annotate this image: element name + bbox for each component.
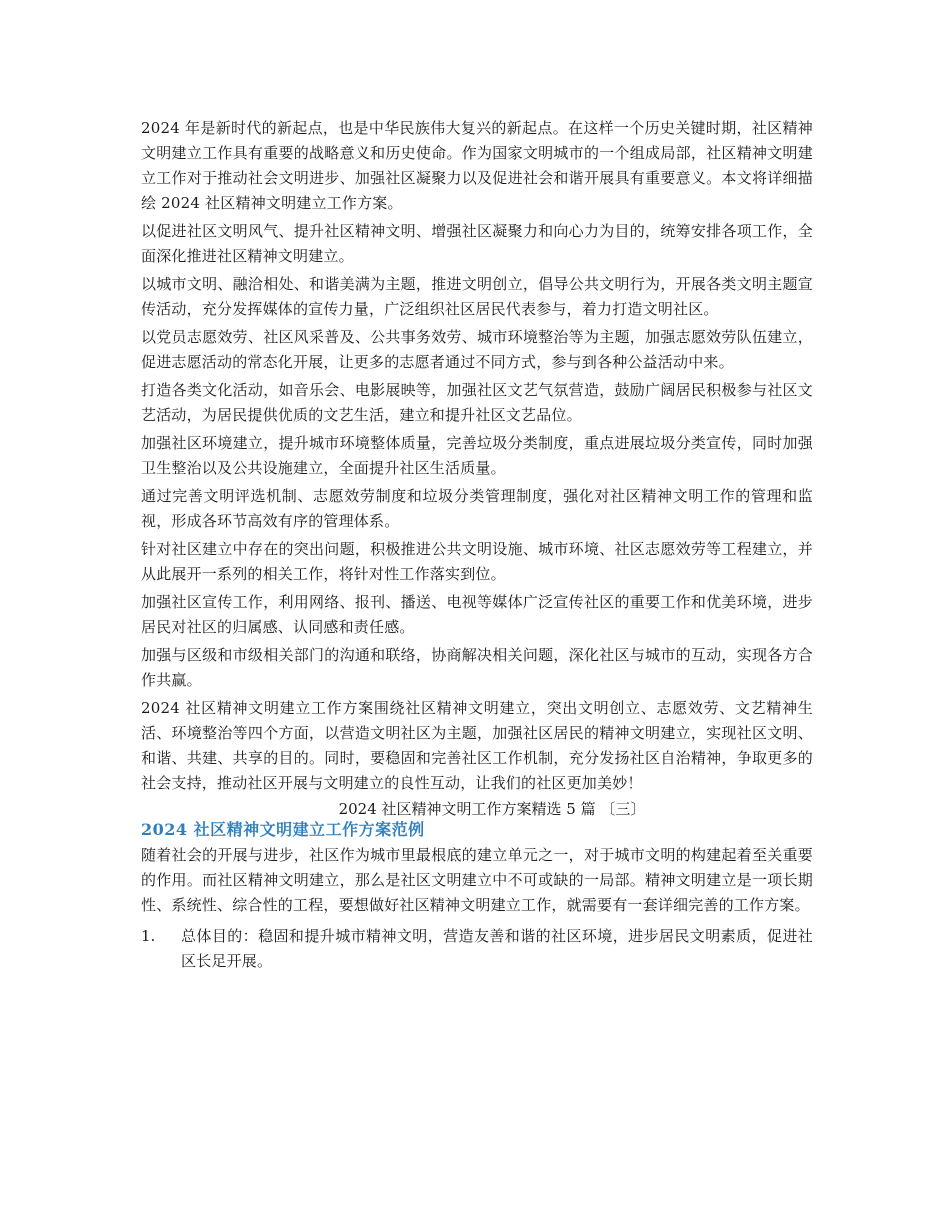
volunteer-paragraph: 以党员志愿效劳、社区风采普及、公共事务效劳、城市环境整治等为主题，加强志愿效劳队伍建立，促进志愿活动的常态化开展，让更多的志愿者通过不同方式，参与到各种公益活动中来。 bbox=[141, 328, 813, 371]
section-caption: 2024 社区精神文明工作方案精选 5 篇 〔三〕 bbox=[338, 800, 646, 818]
list-item bbox=[141, 924, 813, 974]
cooperation-paragraph: 加强与区级和市级相关部门的沟通和联络，协商解决相关问题，深化社区与城市的互动，实现各方合作共赢。 bbox=[141, 646, 813, 689]
document-body bbox=[141, 116, 813, 974]
project-paragraph: 针对社区建立中存在的突出问题，积极推进公共文明设施、城市环境、社区志愿效劳等工程建立，并从此展开一系列的相关工作，将针对性工作落实到位。 bbox=[141, 540, 813, 583]
theme-paragraph: 以城市文明、融洽相处、和谐美满为主题，推进文明创立，倡导公共文明行为，开展各类文明主题宣传活动，充分发挥媒体的宣传力量，广泛组织社区居民代表参与，着力打造文明社区。 bbox=[141, 275, 813, 318]
section-intro-paragraph: 随着社会的开展与进步，社区作为城市里最根底的建立单元之一，对于城市文明的构建起着至关重要的作用。而社区精神文明建立，那么是社区文明建立中不可或缺的一局部。精神文明建立是一项长期性、系统性、综合性的工程，要想做好社区精神文明建立工作，就需要有一套详细完善的工作方案。 bbox=[141, 846, 813, 914]
list-item-number: 1. bbox=[141, 927, 156, 945]
summary-paragraph: 2024 社区精神文明建立工作方案围绕社区精神文明建立，突出文明创立、志愿效劳、文艺精神生活、环境整治等四个方面，以营造文明社区为主题，加强社区居民的精神文明建立，实现社区文明、和谐、共建、共享的目的。同时，要稳固和完善社区工作机制，充分发扬社区自治精神，争取更多的社会支持，推动社区开展与文明建立的良性互动，让我们的社区更加美妙！ bbox=[141, 699, 813, 792]
environment-paragraph: 加强社区环境建立，提升城市环境整体质量，完善垃圾分类制度，重点进展垃圾分类宣传，同时加强卫生整治以及公共设施建立，全面提升社区生活质量。 bbox=[141, 434, 813, 477]
management-paragraph: 通过完善文明评选机制、志愿效劳制度和垃圾分类管理制度，强化对社区精神文明工作的管理和监视，形成各环节高效有序的管理体系。 bbox=[141, 487, 813, 530]
publicity-paragraph: 加强社区宣传工作，利用网络、报刊、播送、电视等媒体广泛宣传社区的重要工作和优美环境，进步居民对社区的归属感、认同感和责任感。 bbox=[141, 593, 813, 636]
goal-paragraph: 以促进社区文明风气、提升社区精神文明、增强社区凝聚力和向心力为目的，统筹安排各项工作，全面深化推进社区精神文明建立。 bbox=[141, 222, 813, 265]
list-item-text: 总体目的：稳固和提升城市精神文明，营造友善和谐的社区环境，进步居民文明素质，促进社区长足开展。 bbox=[181, 927, 813, 970]
culture-paragraph: 打造各类文化活动，如音乐会、电影展映等，加强社区文艺气氛营造，鼓励广阔居民积极参与社区文艺活动，为居民提供优质的文艺生活，建立和提升社区文艺品位。 bbox=[141, 381, 813, 424]
section-heading: 2024 社区精神文明建立工作方案范例 bbox=[141, 820, 425, 839]
intro-paragraph: 2024 年是新时代的新起点，也是中华民族伟大复兴的新起点。在这样一个历史关键时期，社区精神文明建立工作具有重要的战略意义和历史使命。作为国家文明城市的一个组成局部，社区精神文明建立工作对于推动社会文明进步、加强社区凝聚力以及促进社会和谐开展具有重要意义。本文将详细描绘 2024 社区精神文明建立工作方案。 bbox=[141, 119, 813, 212]
